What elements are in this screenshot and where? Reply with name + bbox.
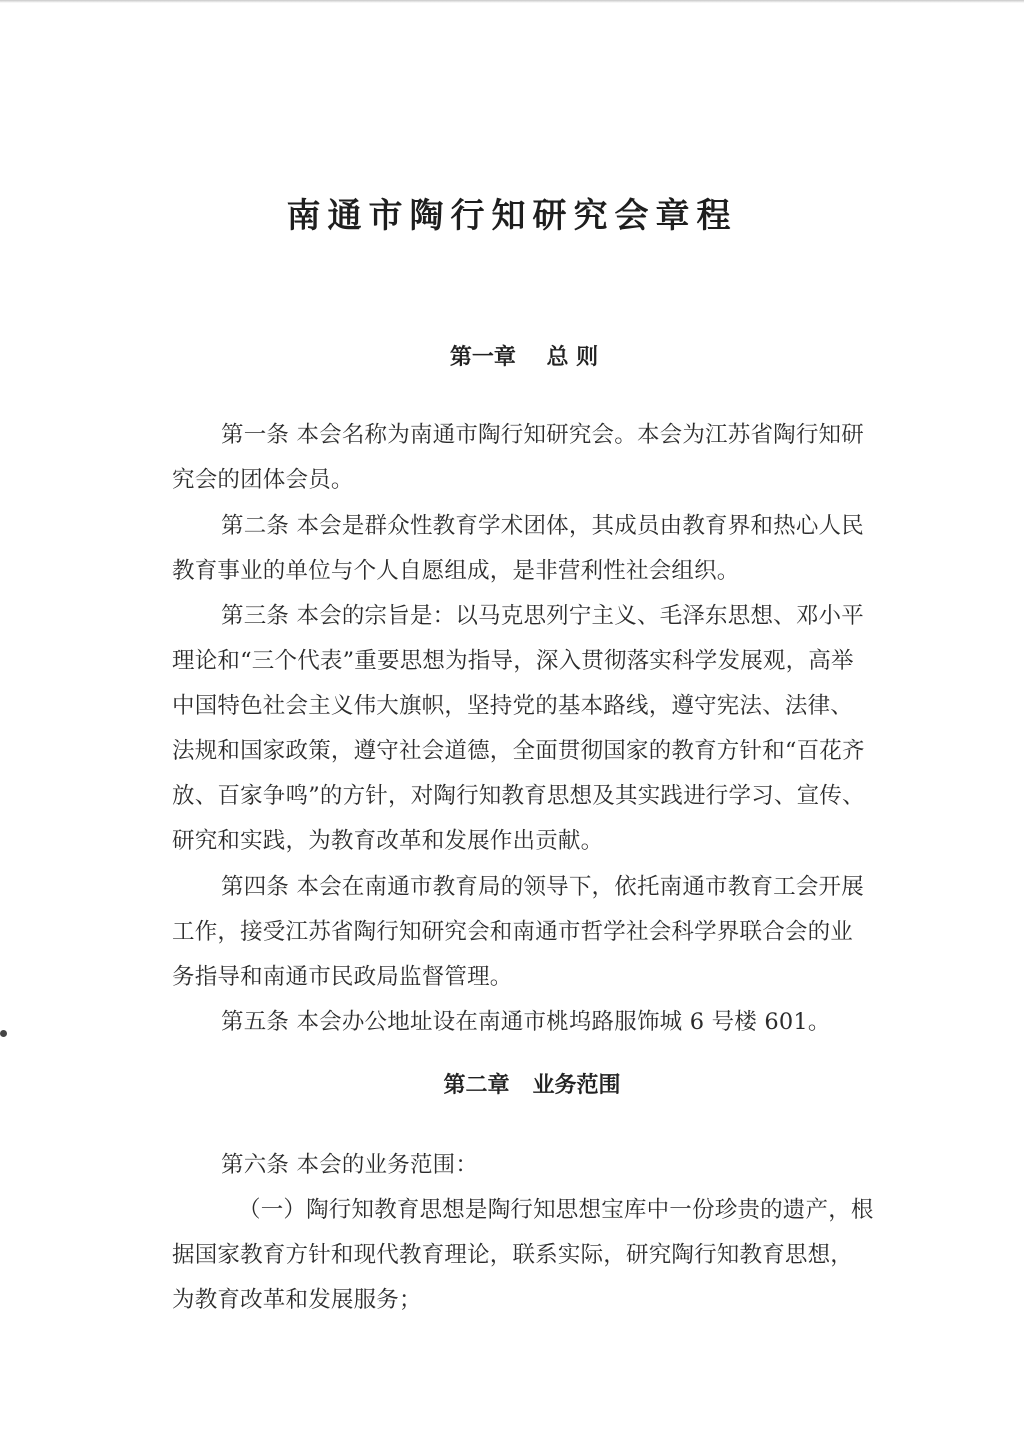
article-6-item-1: （一）陶行知教育思想是陶行知思想宝库中一份珍贵的遗产，根据国家教育方针和现代教育理论，联系实际，研究陶行知教育思想，为教育改革和发展服务；: [172, 1196, 874, 1313]
article-6: 第六条 本会的业务范围：: [221, 1151, 479, 1178]
article-4: 第四条 本会在南通市教育局的领导下，依托南通市教育工会开展工作，接受江苏省陶行知研究会和南通市哲学社会科学界联合会的业务指导和南通市民政局监督管理。: [172, 873, 864, 990]
article-1: 第一条 本会名称为南通市陶行知研究会。本会为江苏省陶行知研究会的团体会员。: [172, 421, 864, 493]
document-title: 南通市陶行知研究会章程: [286, 196, 738, 236]
binding-hole-mark: [0, 1030, 7, 1037]
article-2: 第二条 本会是群众性教育学术团体，其成员由教育界和热心人民教育事业的单位与个人自愿组成，是非营利性社会组织。: [172, 512, 864, 584]
chapter-2-heading: 第二章 业务范围: [443, 1073, 621, 1098]
scan-edge: [0, 0, 1024, 3]
article-5: 第五条 本会办公地址设在南通市桃坞路服饰城 6 号楼 601。: [221, 1008, 831, 1035]
article-3: 第三条 本会的宗旨是：以马克思列宁主义、毛泽东思想、邓小平理论和“三个代表”重要思想为指导，深入贯彻落实科学发展观，高举中国特色社会主义伟大旗帜，坚持党的基本路线，遵守宪法、法律、法规和国家政策，遵守社会道德，全面贯彻国家的教育方针和“百花齐放、百家争鸣”的方针，对陶行知教育思想及其实践进行学习、宣传、研究和实践，为教育改革和发展作出贡献。: [172, 602, 865, 854]
chapter-1-heading: 第一章 总 则: [449, 345, 599, 370]
